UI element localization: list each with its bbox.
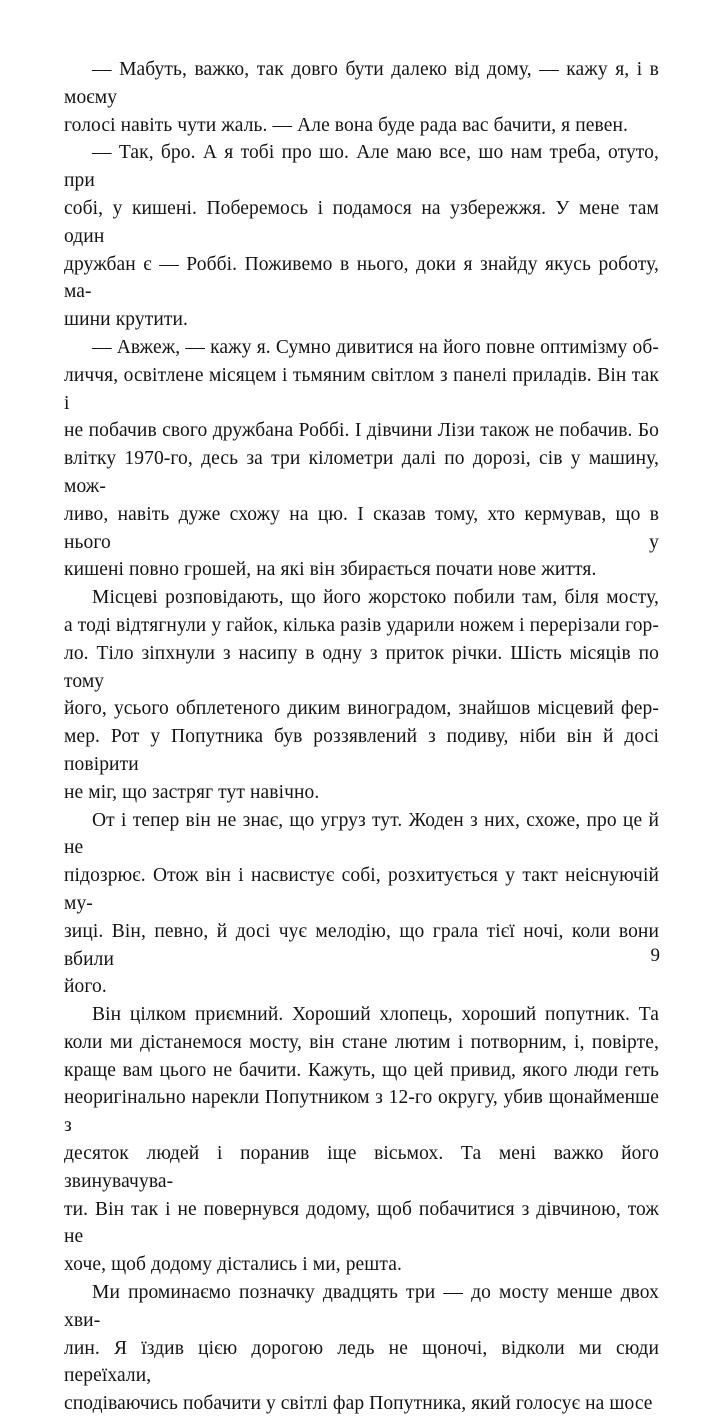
- text-line: кишені повно грошей, на які він збирається почати нове життя.: [64, 559, 597, 581]
- text-line: ти. Він так і не повернувся додому, щоб побачитися з дівчиною, тож не: [64, 1198, 659, 1248]
- text-line: коли ми дістанемося мосту, він стане лютим і потворним, і, повірте,: [64, 1031, 659, 1053]
- text-line: — Авжеж, — кажу я. Сумно дивитися на його повне оптимізму об-: [92, 336, 659, 358]
- paragraph: [64, 807, 659, 1002]
- text-line: не побачив свого дружбана Роббі. І дівчини Лізи також не побачив. Бо: [64, 420, 659, 442]
- text-line: сподіваючись побачити у світлі фар Попутника, який голосує на шосе: [64, 1393, 653, 1415]
- text-line: зиці. Він, певно, й досі чує мелодію, що грала тієї ночі, коли вони вбили: [64, 920, 659, 970]
- text-line: шини крутити.: [64, 309, 189, 331]
- text-line: неоригінально нарекли Попутником з 12-го округу, убив щонайменше з: [64, 1087, 659, 1137]
- text-line: його.: [64, 976, 107, 998]
- text-line: ло. Тіло зіпхнули з насипу в одну з приток річки. Шість місяців по тому: [64, 642, 659, 692]
- page-text: [64, 56, 659, 1418]
- text-line: а тоді відтягнули у гайок, кілька разів ударили ножем і перерізали гор-: [64, 614, 659, 636]
- text-line: личчя, освітлене місяцем і тьмяним світлом з панелі приладів. Він так і: [64, 364, 659, 414]
- paragraph: [64, 584, 659, 806]
- paragraph: [64, 334, 659, 584]
- text-line: От і тепер він не знає, що угруз тут. Жоден з них, схоже, про це й не: [64, 809, 659, 859]
- paragraph: [64, 56, 659, 139]
- text-line: Місцеві розповідають, що його жорстоко побили там, біля мосту,: [92, 587, 659, 609]
- text-line: його, усього обплетеного диким виноградом, знайшов місцевий фер-: [64, 698, 659, 720]
- paragraph: [64, 1279, 659, 1418]
- text-line: ливо, навіть дуже схожу на цю. І сказав тому, хто кермував, що в нього у: [64, 503, 659, 553]
- text-line: влітку 1970-го, десь за три кілометри далі по дорозі, сів у машину, мож-: [64, 448, 659, 497]
- text-line: десяток людей і поранив іще вісьмох. Та мені важко його звинувачува-: [64, 1143, 659, 1192]
- text-line: не міг, що застряг тут навічно.: [64, 781, 320, 803]
- text-line: собі, у кишені. Поберемось і подамося на узбережжя. У мене там один: [64, 197, 659, 247]
- text-line: мер. Рот у Попутника був роззявлений з подиву, ніби він й досі повірити: [64, 726, 659, 775]
- text-line: краще вам цього не бачити. Кажуть, що цей привид, якого люди геть: [64, 1059, 659, 1081]
- paragraph: [64, 139, 659, 334]
- text-line: Він цілком приємний. Хороший хлопець, хороший попутник. Та: [92, 1004, 659, 1026]
- paragraph: [64, 1001, 659, 1279]
- text-line: підозрює. Отож він і насвистує собі, розхитується у такт неіснуючій му-: [64, 865, 659, 914]
- text-line: голосі навіть чути жаль. — Але вона буде рада вас бачити, я певен.: [64, 114, 628, 136]
- text-line: — Так, бро. А я тобі про шо. Але маю все, шо нам треба, отуто, при: [64, 142, 659, 192]
- page-number: 9: [650, 945, 660, 966]
- text-line: Ми проминаємо позначку двадцять три — до мосту менше двох хви-: [64, 1282, 659, 1331]
- text-line: лин. Я їздив цією дорогою ледь не щоночі, відколи ми сюди переїхали,: [64, 1337, 659, 1387]
- text-line: — Мабуть, важко, так довго бути далеко від дому, — кажу я, і в моєму: [64, 59, 659, 108]
- text-line: дружбан є — Роббі. Поживемо в нього, доки я знайду якусь роботу, ма-: [64, 253, 659, 303]
- text-line: хоче, щоб додому дістались і ми, решта.: [64, 1254, 402, 1276]
